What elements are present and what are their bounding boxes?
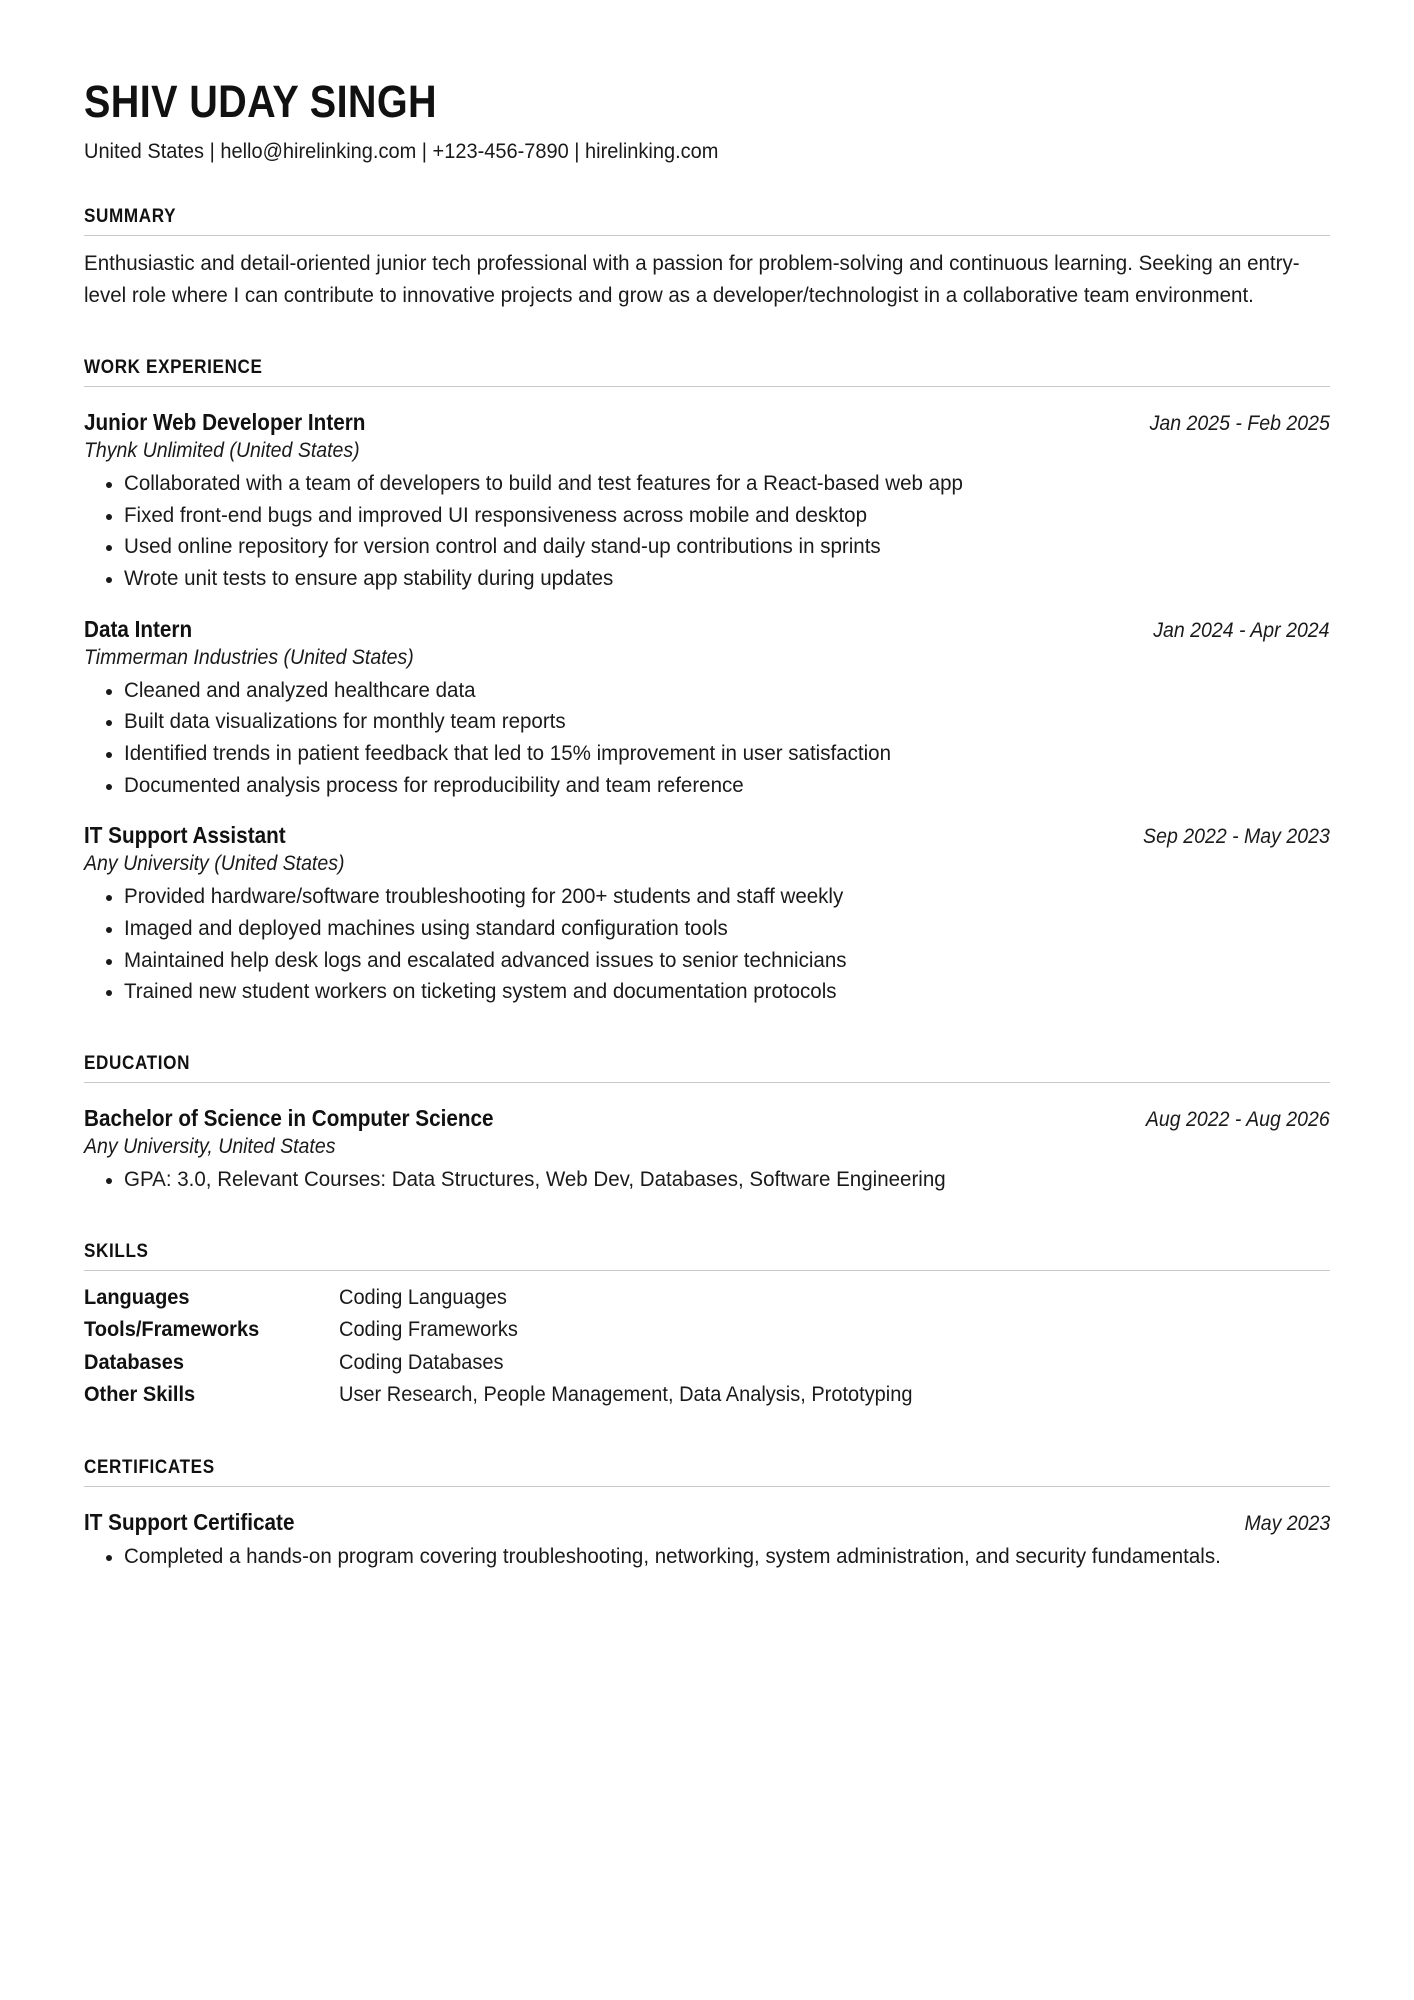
skill-category-label: Languages <box>84 1284 190 1309</box>
job-bullets <box>84 882 1330 1007</box>
job-date: Jan 2025 - Feb 2025 <box>1149 412 1330 436</box>
skill-category-label: Databases <box>84 1349 185 1374</box>
skill-value-text: User Research, People Management, Data Analysis, Prototyping <box>339 1382 913 1407</box>
section-divider <box>84 235 1330 236</box>
job-title: Data Intern <box>84 615 193 642</box>
section-work-experience <box>84 357 1330 1007</box>
table-row <box>84 1346 1330 1379</box>
company-name: Thynk Unlimited (United States) <box>84 439 360 463</box>
job-date: Sep 2022 - May 2023 <box>1143 825 1330 849</box>
education-entry <box>84 1105 1330 1195</box>
section-title-summary: SUMMARY <box>84 205 177 227</box>
section-title-education: EDUCATION <box>84 1053 191 1074</box>
skill-value <box>339 1313 1330 1346</box>
bullet-text: Used online repository for version control and daily stand-up contributions in sprints <box>124 534 881 559</box>
bullet-text: Provided hardware/software troubleshooting for 200+ students and staff weekly <box>124 884 844 909</box>
skill-value-text: Coding Databases <box>339 1349 504 1374</box>
degree-title: Bachelor of Science in Computer Science <box>84 1105 494 1131</box>
work-entry-head <box>84 822 1330 849</box>
section-education <box>84 1053 1330 1195</box>
skills-table <box>84 1281 1330 1411</box>
table-row <box>84 1378 1330 1411</box>
education-bullets <box>84 1165 1330 1195</box>
bullet-text: Wrote unit tests to ensure app stability during updates <box>124 566 614 591</box>
section-certificates <box>84 1457 1330 1572</box>
section-divider <box>84 1486 1330 1487</box>
bullet-text: Documented analysis process for reproducibility and team reference <box>124 772 744 797</box>
job-date: Jan 2024 - Apr 2024 <box>1153 618 1330 642</box>
skill-value <box>339 1378 1330 1411</box>
certificate-bullets <box>84 1542 1330 1572</box>
company-name: Timmerman Industries (United States) <box>84 645 414 669</box>
section-title-certificates: CERTIFICATES <box>84 1457 215 1479</box>
list-item <box>84 914 1330 944</box>
table-row <box>84 1281 1330 1314</box>
list-item <box>84 532 1330 562</box>
skill-value-text: Coding Frameworks <box>339 1317 518 1342</box>
company-name: Any University (United States) <box>84 852 345 876</box>
bullet-text: Built data visualizations for monthly team reports <box>124 709 566 734</box>
bullet-text: GPA: 3.0, Relevant Courses: Data Structures, Web Dev, Databases, Software Engineering <box>124 1167 946 1191</box>
certificate-entry <box>84 1509 1330 1572</box>
skill-category <box>84 1378 339 1411</box>
section-title-skills: SKILLS <box>84 1240 149 1262</box>
work-entry <box>84 409 1330 594</box>
list-item <box>84 882 1330 912</box>
certificate-entry-head <box>84 1509 1330 1536</box>
school-name: Any University, United States <box>84 1135 336 1158</box>
list-item <box>84 739 1330 769</box>
list-item <box>84 707 1330 737</box>
certificate-name: IT Support Certificate <box>84 1509 295 1536</box>
section-divider <box>84 386 1330 387</box>
work-entry-head <box>84 409 1330 436</box>
job-bullets <box>84 676 1330 801</box>
skill-value <box>339 1346 1330 1379</box>
bullet-text: Maintained help desk logs and escalated advanced issues to senior technicians <box>124 947 847 972</box>
skill-category <box>84 1313 339 1346</box>
skill-category <box>84 1346 339 1379</box>
job-title: IT Support Assistant <box>84 822 286 849</box>
work-entry <box>84 616 1330 801</box>
bullet-text: Identified trends in patient feedback that led to 15% improvement in user satisfaction <box>124 741 891 766</box>
job-bullets <box>84 469 1330 594</box>
table-row <box>84 1313 1330 1346</box>
list-item <box>84 1542 1330 1572</box>
skill-value <box>339 1281 1330 1314</box>
bullet-text: Collaborated with a team of developers to build and test features for a React-based web app <box>124 471 963 496</box>
job-title: Junior Web Developer Intern <box>84 409 366 436</box>
resume-header <box>84 78 1330 166</box>
list-item <box>84 564 1330 594</box>
bullet-text: Imaged and deployed machines using standard configuration tools <box>124 916 728 941</box>
summary-text: Enthusiastic and detail-oriented junior tech professional with a passion for problem-solving and continuous learning. Seeking an entry-level role where I can contribute to innovative projects and grow as a developer/technologist in a collaborative team environment. <box>84 250 1300 307</box>
skill-category-label: Other Skills <box>84 1382 196 1407</box>
bullet-text: Fixed front-end bugs and improved UI responsiveness across mobile and desktop <box>124 502 867 527</box>
candidate-name: SHIV UDAY SINGH <box>84 76 437 127</box>
bullet-text: Trained new student workers on ticketing system and documentation protocols <box>124 979 837 1004</box>
list-item <box>84 946 1330 976</box>
section-title-work-experience: WORK EXPERIENCE <box>84 357 263 379</box>
education-date: Aug 2022 - Aug 2026 <box>1146 1108 1330 1131</box>
list-item <box>84 771 1330 801</box>
list-item <box>84 501 1330 531</box>
list-item <box>84 977 1330 1007</box>
contact-line: United States | hello@hirelinking.com | +123-456-7890 | hirelinking.com <box>84 138 719 163</box>
section-divider <box>84 1270 1330 1271</box>
section-summary <box>84 206 1330 312</box>
list-item <box>84 676 1330 706</box>
bullet-text: Cleaned and analyzed healthcare data <box>124 677 476 702</box>
skill-category <box>84 1281 339 1314</box>
list-item <box>84 469 1330 499</box>
education-entry-head <box>84 1105 1330 1132</box>
certificate-date: May 2023 <box>1244 1512 1330 1536</box>
work-entry-head <box>84 616 1330 643</box>
list-item <box>84 1165 1330 1195</box>
skill-category-label: Tools/Frameworks <box>84 1317 260 1342</box>
section-skills <box>84 1241 1330 1411</box>
skill-value-text: Coding Languages <box>339 1284 507 1309</box>
bullet-text: Completed a hands-on program covering troubleshooting, networking, system administration, and security fundamentals. <box>124 1544 1221 1569</box>
section-divider <box>84 1082 1330 1083</box>
work-entry <box>84 822 1330 1007</box>
